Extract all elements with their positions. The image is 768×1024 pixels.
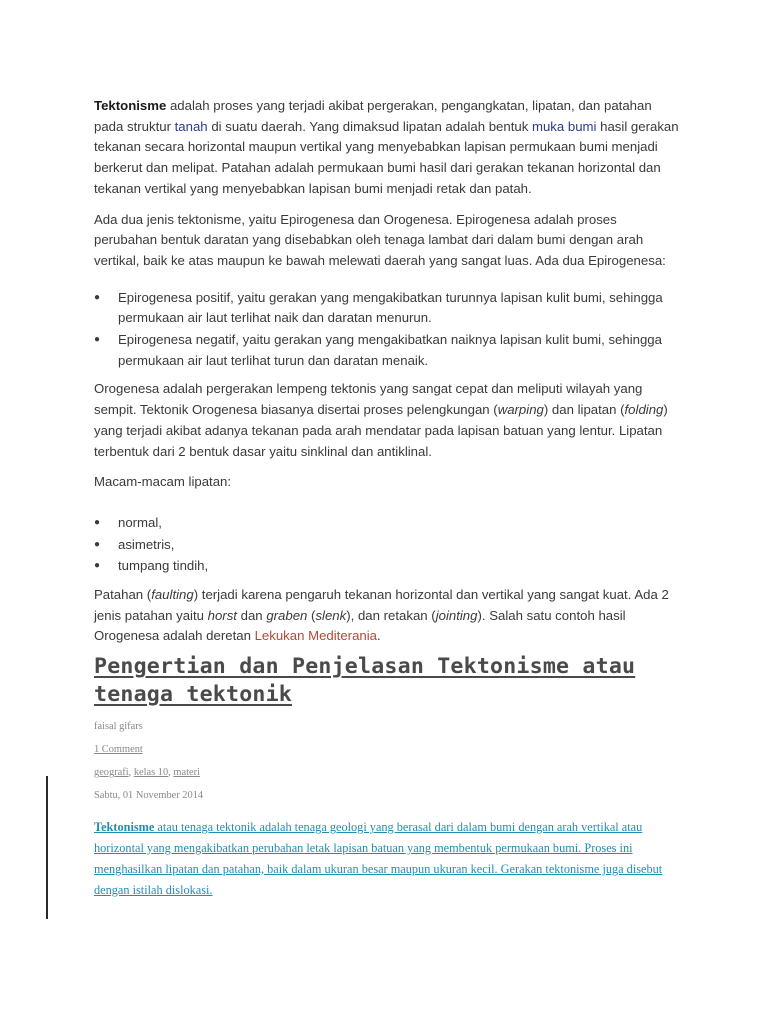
lipatan-heading: Macam-macam lipatan: [94, 474, 232, 490]
post-excerpt-link[interactable] [94, 817, 680, 900]
link-tanah[interactable]: tanah [174, 118, 208, 134]
comments-link[interactable]: 1 Comment [94, 744, 143, 756]
link-lekukan-mediterania[interactable]: Lekukan Mediterania [254, 628, 378, 644]
tektonisme-term: Tektonisme [94, 98, 167, 113]
text-span: di suatu daerah. Yang dimaksud lipatan adalah bentuk [207, 118, 532, 134]
list-item [94, 556, 680, 577]
article-content [94, 96, 680, 900]
text-span: ) yang terjadi akibat adanya tekanan pada arah mendatar pada lapisan batuan yang lentur. Lipatan terbentuk dari 2 bentuk dasar yaitu sinklinal dan antiklinal. [94, 402, 668, 459]
lipatan-list [94, 513, 680, 577]
margin-rule [46, 776, 48, 919]
text-span: Patahan ( [94, 587, 152, 603]
bullet-icon: ● [94, 516, 101, 528]
category-link[interactable]: kelas 10 [133, 767, 169, 779]
post-text: atau tenaga tektonik adalah tenaga geologi yang berasal dari dalam bumi dengan arah vertikal atau horizontal yang mengakibatkan perubahan letak lapisan batuan yang membentuk permukaan bumi. Proses ini menghasilkan lipatan dan patahan, baik dalam ukuran besar maupun ukuran kecil. Gerakan tektonisme juga disebut dengan istilah dislokasi. [94, 820, 663, 897]
text-span: . [377, 628, 381, 644]
text-span: ) dan lipatan ( [543, 402, 625, 418]
list-item [94, 513, 680, 534]
italic-term: graben [266, 607, 308, 623]
list-item-text: tumpang tindih, [118, 558, 209, 574]
text-span: ( [307, 607, 316, 623]
post-term: Tektonisme [94, 820, 155, 835]
text-span: ). Salah satu contoh hasil Orogenesa adalah deretan [94, 607, 626, 644]
bullet-icon: ● [94, 291, 101, 303]
post-date: Sabtu, 01 November 2014 [94, 790, 204, 802]
list-item-text: asimetris, [118, 536, 175, 552]
patahan-paragraph [94, 585, 680, 647]
list-item [94, 330, 680, 371]
list-item-text: normal, [118, 514, 162, 530]
post-author: faisal gifars [94, 721, 143, 733]
list-item [94, 535, 680, 556]
separator: , [128, 767, 134, 779]
post-comments [94, 744, 680, 755]
italic-term: slenk [315, 607, 347, 623]
bullet-icon: ● [94, 538, 101, 550]
text-span: ) terjadi karena pengaruh tekanan horizontal dan vertikal yang sangat kuat. Ada 2 jenis patahan yaitu [94, 587, 669, 623]
italic-term: jointing [435, 607, 478, 623]
post-categories [94, 767, 680, 778]
list-item-text: Epirogenesa positif, yaitu gerakan yang mengakibatkan turunnya lapisan kulit bumi, sehingga permukaan air laut terlihat naik dan daratan menurun. [118, 289, 663, 326]
epirogenesa-list [94, 288, 680, 372]
text-span: Orogenesa adalah pergerakan lempeng tektonis yang sangat cepat dan meliputi wilayah yang sempit. Tektonik Orogenesa biasanya disertai proses pelengkungan ( [94, 381, 643, 418]
italic-term: horst [207, 607, 237, 623]
link-muka-bumi[interactable]: muka bumi [531, 118, 597, 134]
category-link[interactable]: geografi [94, 767, 129, 779]
orogenesa-paragraph [94, 379, 680, 462]
separator: , [168, 767, 174, 779]
list-item-text: Epirogenesa negatif, yaitu gerakan yang mengakibatkan naiknya lapisan kulit bumi, sehingga permukaan air laut terlihat turun dan daratan menaik. [118, 332, 662, 368]
italic-term: faulting [151, 587, 194, 603]
text-span: adalah proses yang terjadi akibat pergerakan, pengangkatan, lipatan, dan patahan pada struktur [94, 98, 652, 134]
italic-term: folding [624, 402, 664, 418]
bullet-icon: ● [94, 560, 101, 572]
bullet-icon: ● [94, 334, 101, 346]
category-link[interactable]: materi [173, 767, 200, 779]
text-span: dan [236, 607, 267, 623]
post-title[interactable]: Pengertian dan Penjelasan Tektonisme atau tenaga tektonik [94, 654, 636, 707]
list-item [94, 288, 680, 329]
italic-term: warping [497, 402, 544, 418]
jenis-paragraph: Ada dua jenis tektonisme, yaitu Epirogenesa dan Orogenesa. Epirogenesa adalah proses perubahan bentuk daratan yang disebabkan oleh tenaga lambat dari dalam bumi dengan arah vertikal, baik ke atas maupun ke bawah melewati daerah yang sangat luas. Ada dua Epirogenesa: [94, 211, 666, 268]
text-span: ), dan retakan ( [346, 607, 436, 623]
text-span: hasil gerakan tekanan secara horizontal maupun vertikal yang menyebabkan lapisan permukaan bumi menjadi berkerut dan melipat. Patahan adalah permukaan bumi hasil dari gerakan tekanan horizontal dan tekanan vertikal yang menyebabkan lapisan bumi menjadi retak dan patah. [94, 118, 679, 196]
intro-paragraph [94, 96, 680, 200]
